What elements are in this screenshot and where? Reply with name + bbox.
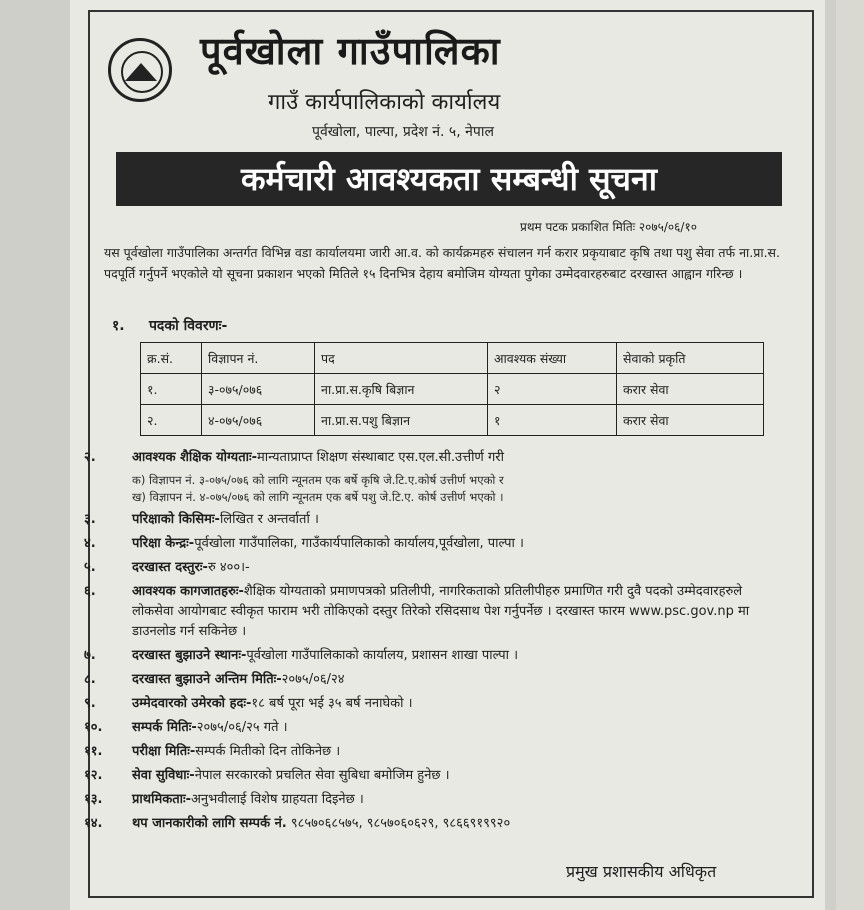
item-number: ६.	[84, 584, 96, 599]
list-item	[84, 694, 784, 714]
municipality-title: पूर्वखोला गाउँपालिका	[200, 29, 501, 73]
item-number: १२.	[84, 768, 103, 783]
col-header-count: आवश्यक संख्या	[488, 343, 617, 374]
item-label: प्राथमिकताः-	[132, 792, 191, 807]
intro-paragraph: यस पूर्वखोला गाउँपालिका अन्तर्गत विभिन्न वडा कार्यालयमा जारी आ.व. को कार्यक्रमहरु संचालन गर्न करार प्रकृयाबाट कृषि तथा पशु सेवा तर्फ ना.प्रा.स. पदपूर्ति गर्नुपर्ने भएकोले यो सूचना प्रकाशन भएको मितिले १५ दिनभित्र देहाय बमोजिम योग्यता पुगेका उम्मेदवारहरुबाट दरखास्त आह्वान गरिन्छ ।	[104, 245, 780, 281]
item-text: शैक्षिक योग्यताको प्रमाणपत्रको प्रतिलीपी, नागरिकताको प्रतिलीपीहरु प्रमाणित गरी दुवै पदको उम्मेदवारहरुले लोकसेवा आयोगबाट स्वीकृत फाराम भरी तोकिएको दस्तुर तिरेको रसिदसाथ पेश गर्नुपर्नेछ । दरखास्त फारम www.psc.gov.np मा डाउनलोड गर्न सकिनेछ ।	[132, 584, 750, 639]
list-item	[84, 742, 784, 762]
section-1-number: १.	[112, 318, 125, 334]
item-text: पूर्वखोला गाउँपालिका, गाउँकार्यपालिकाको कार्यालय,पूर्वखोला, पाल्पा ।	[194, 536, 524, 551]
cell-service-type: करार सेवा	[617, 374, 764, 405]
col-header-post: पद	[315, 343, 488, 374]
item-text: ९८५७०६८५७५, ९८५७०६०६२९, ९८६६९१९९२०	[290, 816, 511, 831]
item-number: १३.	[84, 792, 103, 807]
table-row	[141, 405, 764, 436]
item-number: ७.	[84, 648, 96, 663]
cell-count: २	[488, 374, 617, 405]
list-item	[84, 766, 784, 786]
list-item	[84, 582, 784, 642]
item-text: नेपाल सरकारको प्रचलित सेवा सुबिधा बमोजिम हुनेछ ।	[194, 768, 450, 783]
item-text: अनुभवीलाई विशेष ग्राहयता दिइनेछ ।	[191, 792, 364, 807]
cell-post: ना.प्रा.स.कृषि बिज्ञान	[315, 374, 488, 405]
cell-sn: २.	[141, 405, 202, 436]
list-item	[84, 790, 784, 810]
cell-sn: १.	[141, 374, 202, 405]
list-item	[84, 448, 784, 468]
item-label: परिक्षाको किसिमः-	[132, 512, 220, 527]
col-header-sn: क्र.सं.	[141, 343, 202, 374]
municipality-logo	[108, 38, 172, 102]
item-number: ५.	[84, 560, 96, 575]
logo-mountain-icon	[125, 63, 157, 81]
item-label: उम्मेदवारको उमेरको हदः-	[132, 696, 252, 711]
item-label: थप जानकारीको लागि सम्पर्क नं.	[132, 816, 287, 831]
item-number: १०.	[84, 720, 103, 735]
item-number: ४.	[84, 536, 96, 551]
item-text: १८ बर्ष पूरा भई ३५ बर्ष ननाघेको ।	[251, 696, 413, 711]
item-label: परिक्षा केन्द्रः-	[132, 536, 195, 551]
item-number: ८.	[84, 672, 96, 687]
cell-ad-no: ३-०७५/०७६	[202, 374, 315, 405]
notice-title-banner: कर्मचारी आवश्यकता सम्बन्धी सूचना	[116, 152, 782, 206]
item-label: दरखास्त दस्तुरः-	[132, 560, 208, 575]
adjacent-column-edge	[836, 0, 864, 910]
section-1-label: पदको विवरणः-	[148, 318, 228, 334]
publication-date: प्रथम पटक प्रकाशित मितिः २०७५/०६/१०	[520, 220, 697, 234]
list-item	[84, 814, 784, 834]
item-text: रु ४००।-	[207, 560, 250, 575]
item-label: सेवा सुविधाः-	[132, 768, 195, 783]
item-text: मान्यताप्राप्त शिक्षण संस्थाबाट एस.एल.सी.उत्तीर्ण गरी	[257, 450, 504, 465]
list-item	[84, 646, 784, 666]
item-label: सम्पर्क मितिः-	[132, 720, 197, 735]
cell-count: १	[488, 405, 617, 436]
section-1-heading	[112, 316, 227, 335]
office-subtitle: गाउँ कार्यपालिकाको कार्यालय	[268, 90, 501, 115]
cell-post: ना.प्रा.स.पशु बिज्ञान	[315, 405, 488, 436]
table-row	[141, 374, 764, 405]
requirements-list	[84, 448, 784, 838]
item-number: १४.	[84, 816, 103, 831]
cell-service-type: करार सेवा	[617, 405, 764, 436]
sub-item-a: क) विज्ञापन नं. ३-०७५/०७६ को लागि न्यूनतम एक बर्षे कृषि जे.टि.ए.कोर्ष उत्तीर्ण भएको र	[132, 473, 504, 487]
item-label: आवश्यक कागजातहरुः-	[132, 584, 244, 599]
item-label: दरखास्त बुझाउने स्थानः-	[132, 648, 247, 663]
item-number: ९.	[84, 696, 96, 711]
sub-item-b: ख) विज्ञापन नं. ४-०७५/०७६ को लागि न्यूनतम एक बर्षे पशु जे.टि.ए. कोर्ष उत्तीर्ण भएको ।	[132, 490, 504, 504]
table-header-row	[141, 343, 764, 374]
item-text: पूर्वखोला गाउँपालिकाको कार्यालय, प्रशासन शाखा पाल्पा ।	[246, 648, 519, 663]
item-label: दरखास्त बुझाउने अन्तिम मितिः-	[132, 672, 282, 687]
item-label: आवश्यक शैक्षिक योग्यताः-	[132, 450, 258, 465]
item-text: २०७५/०६/२४	[281, 672, 345, 687]
item-text: २०७५/०६/२५ गते ।	[196, 720, 288, 735]
list-item	[84, 670, 784, 690]
cell-ad-no: ४-०७५/०७६	[202, 405, 315, 436]
col-header-ad-no: विज्ञापन नं.	[202, 343, 315, 374]
item-text: लिखित र अन्तर्वार्ता ।	[219, 512, 319, 527]
office-address: पूर्वखोला, पाल्पा, प्रदेश नं. ५, नेपाल	[312, 124, 494, 140]
item-text: सम्पर्क मितीको दिन तोकिनेछ ।	[195, 744, 341, 759]
item-number: ३.	[84, 512, 96, 527]
item-number: ११.	[84, 744, 103, 759]
item-label: परीक्षा मितिः-	[132, 744, 196, 759]
item-number: २.	[84, 450, 96, 465]
list-item	[84, 510, 784, 530]
list-item	[84, 558, 784, 578]
list-item	[84, 718, 784, 738]
signature-title: प्रमुख प्रशासकीय अधिकृत	[566, 862, 717, 881]
col-header-service-type: सेवाको प्रकृति	[617, 343, 764, 374]
list-item	[84, 534, 784, 554]
position-table	[140, 342, 764, 436]
